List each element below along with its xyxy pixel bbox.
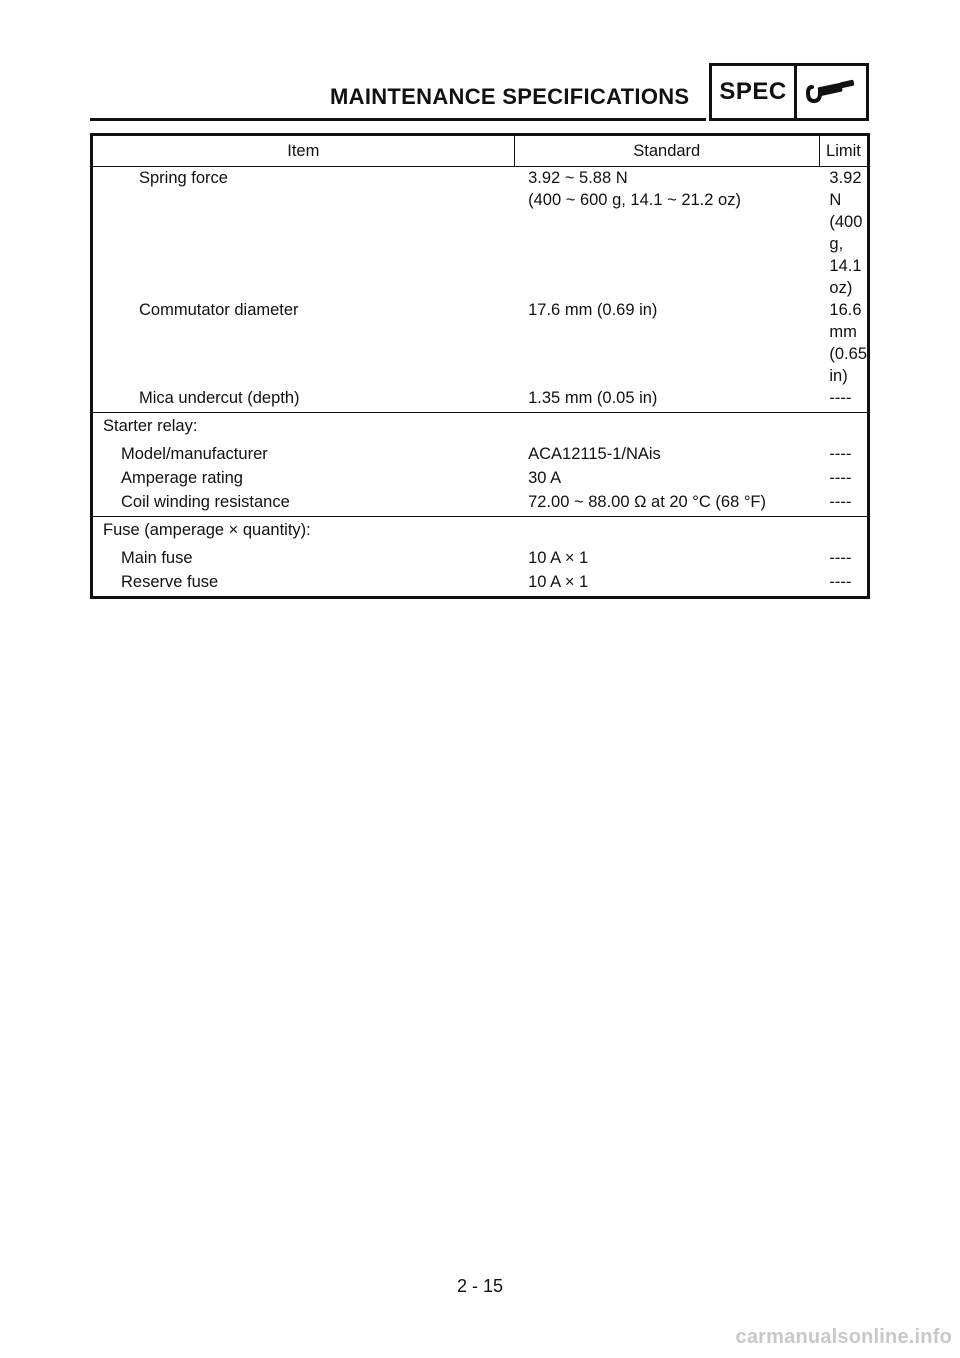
limit-cell: ---- bbox=[829, 389, 852, 407]
limit-cell: ---- bbox=[829, 445, 852, 463]
standard-cell: 30 A bbox=[528, 469, 562, 487]
page-number: 2 - 15 bbox=[456, 1276, 504, 1296]
limit-cell: ---- bbox=[829, 469, 852, 487]
spec-label: SPEC bbox=[712, 66, 797, 118]
spec-section-badge bbox=[709, 63, 869, 121]
standard-cell: 10 A × 1 bbox=[528, 549, 589, 567]
table-row bbox=[92, 467, 869, 491]
table-row bbox=[92, 299, 869, 387]
table-row bbox=[92, 571, 869, 598]
title-rule bbox=[90, 118, 706, 121]
limit-cell bbox=[819, 413, 868, 444]
group-heading-cell: Fuse (amperage × quantity): bbox=[92, 517, 515, 548]
item-cell: Mica undercut (depth) bbox=[139, 389, 300, 407]
watermark: carmanualsonline.info bbox=[735, 1326, 952, 1348]
limit-cell: ---- bbox=[829, 549, 852, 567]
table-row bbox=[92, 167, 869, 300]
item-cell: Main fuse bbox=[121, 549, 193, 567]
limit-cell: 16.6 mm (0.65 in) bbox=[829, 301, 867, 385]
table-row bbox=[92, 387, 869, 413]
table-row bbox=[92, 443, 869, 467]
standard-cell bbox=[514, 413, 819, 444]
page-title: MAINTENANCE SPECIFICATIONS bbox=[330, 84, 690, 109]
item-cell: Coil winding resistance bbox=[121, 493, 290, 511]
item-cell: Commutator diameter bbox=[139, 301, 299, 319]
standard-cell: 3.92 ~ 5.88 N (400 ~ 600 g, 14.1 ~ 21.2 oz) bbox=[528, 169, 741, 209]
table-row bbox=[92, 491, 869, 517]
limit-cell: 3.92 N (400 g, 14.1 oz) bbox=[829, 169, 863, 297]
table-group-row bbox=[92, 517, 869, 548]
item-cell: Spring force bbox=[139, 169, 228, 187]
limit-cell bbox=[819, 517, 868, 548]
limit-cell: ---- bbox=[829, 493, 852, 511]
column-header-standard: Standard bbox=[514, 135, 819, 167]
multimeter-probe-icon bbox=[797, 66, 866, 118]
limit-cell: ---- bbox=[829, 573, 852, 591]
table-row bbox=[92, 547, 869, 571]
standard-cell: 72.00 ~ 88.00 Ω at 20 °C (68 °F) bbox=[528, 493, 766, 511]
standard-cell bbox=[514, 517, 819, 548]
table-header-row bbox=[92, 135, 869, 167]
column-header-item: Item bbox=[92, 135, 515, 167]
standard-cell: 1.35 mm (0.05 in) bbox=[528, 389, 658, 407]
spec-table bbox=[90, 133, 870, 599]
standard-cell: 10 A × 1 bbox=[528, 573, 589, 591]
standard-cell: ACA12115-1/NAis bbox=[528, 445, 661, 463]
table-group-row bbox=[92, 413, 869, 444]
item-cell: Reserve fuse bbox=[121, 573, 219, 591]
item-cell: Model/manufacturer bbox=[121, 445, 268, 463]
column-header-limit: Limit bbox=[819, 135, 868, 167]
item-cell: Amperage rating bbox=[121, 469, 243, 487]
group-heading-cell: Starter relay: bbox=[92, 413, 515, 444]
standard-cell: 17.6 mm (0.69 in) bbox=[528, 301, 658, 319]
